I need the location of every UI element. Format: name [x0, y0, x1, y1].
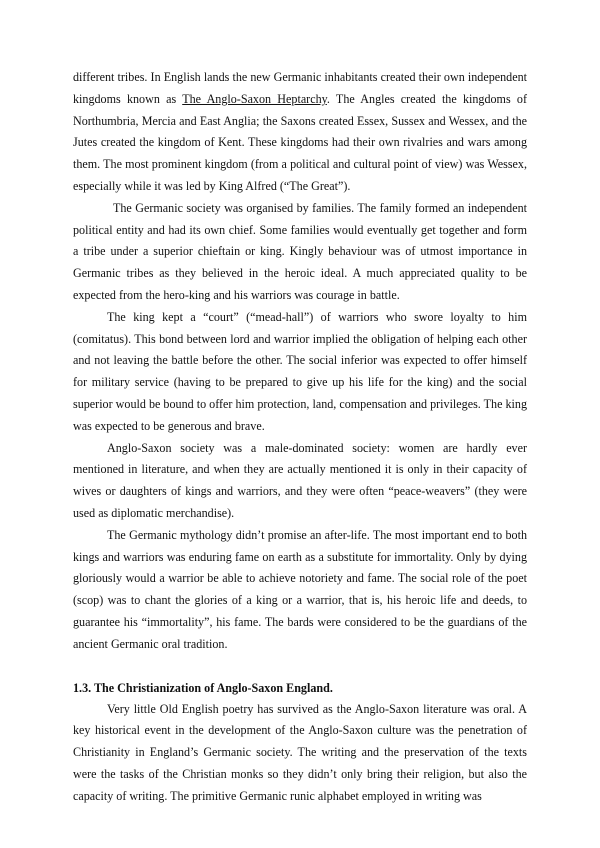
paragraph-male-dominated: Anglo-Saxon society was a male-dominated society: women are hardly ever mentioned in literature, and when they are actually mentioned it is only in their capacity of wives or daughters of kings and warriors, and they were often “peace-weavers” (they were used as diplomatic merchandise). — [73, 440, 527, 520]
paragraph-mythology: The Germanic mythology didn’t promise an after-life. The most important end to both kings and warriors was enduring fame on earth as a substitute for immortality. Only by dying gloriously would a warrior be able to achieve notoriety and fame. The social role of the poet (scop) was to chant the glories of a king or a warrior, that is, his heroic life and deeds, to guarantee his “immortality”, his fame. The bards were considered to be the guardians of the ancient Germanic oral tradition. — [73, 527, 527, 651]
paragraph-heptarchy — [73, 67, 527, 198]
anglo-saxon-heptarchy-link[interactable]: The Anglo-Saxon Heptarchy — [182, 91, 327, 106]
paragraph-christianization: Very little Old English poetry has survived as the Anglo-Saxon literature was oral. A key historical event in the development of the Anglo-Saxon culture was the penetration of Christianity in England’s Germanic society. The writing and the preservation of the texts were the tasks of the Christian monks so they didn’t only bring their religion, but also the capacity of writing. The primitive Germanic runic alphabet employed in writing was — [73, 701, 527, 803]
section-heading: 1.3. The Christianization of Anglo-Saxon England. — [73, 680, 333, 695]
paragraph-heptarchy-text-a: different tribes. In English lands the new Germanic inhabitants created their own independent kingdoms known as — [73, 70, 527, 106]
paragraph-germanic-society: The Germanic society was organised by families. The family formed an independent political entity and had its own chief. Some families would eventually get together and form a tribe under a superior chieftain or king. Kingly behaviour was of utmost importance in Germanic tribes as they believed in the heroic ideal. A much appreciated quality to be expected from the hero-king and his warriors was courage in battle. — [73, 200, 527, 302]
paragraph-heptarchy-text-b: . The Angles created the kingdoms of Northumbria, Mercia and East Anglia; the Saxons created Essex, Sussex and Wessex, and the Jutes created the kingdom of Kent. These kingdoms had their own rivalries and wars among them. The most prominent kingdom (from a political and cultural point of view) was Wessex, especially while it was led by King Alfred (“The Great”). — [73, 91, 527, 193]
paragraph-court: The king kept a “court” (“mead-hall”) of warriors who swore loyalty to him (comitatus). This bond between lord and warrior implied the obligation of helping each other and not leaving the battle before the other. The social inferior was expected to offer himself for military service (having to be prepared to give up his life for the king) and the social superior would be bound to offer him protection, land, compensation and privileges. The king was expected to be generous and brave. — [73, 309, 527, 433]
